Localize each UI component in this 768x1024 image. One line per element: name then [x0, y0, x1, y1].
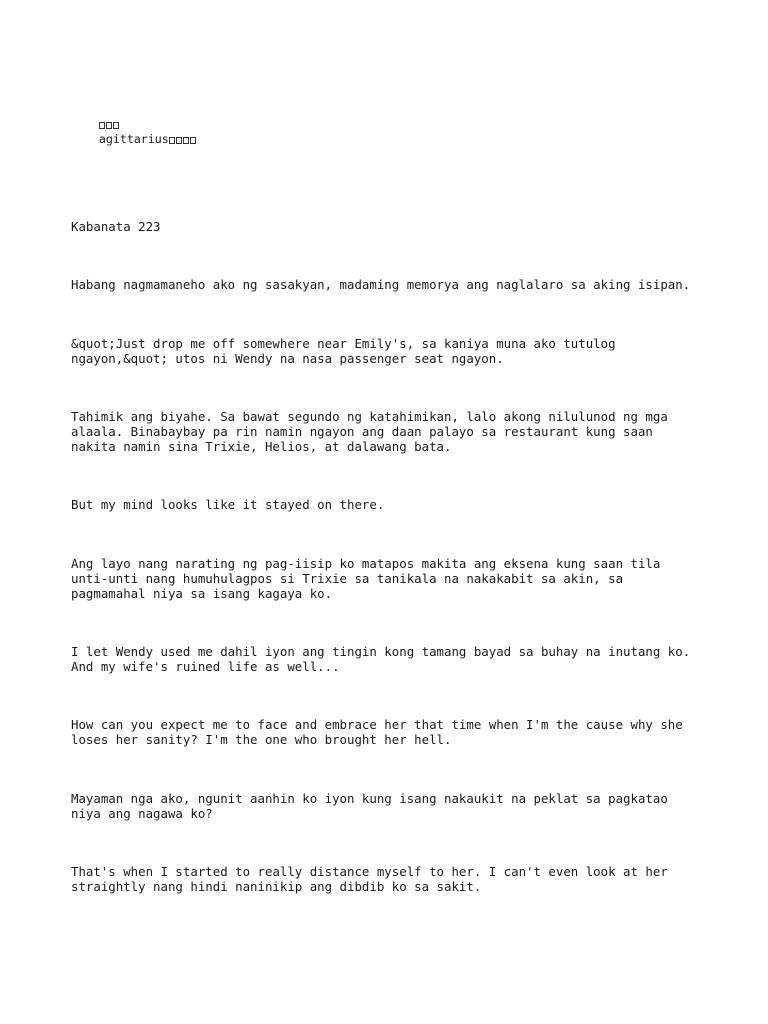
missing-glyph-icon: [169, 137, 175, 144]
paragraph: Habang nagmamaneho ako ng sasakyan, madaming memorya ang naglalaro sa aking isipan.: [71, 277, 691, 292]
missing-glyph-icon: [113, 122, 119, 129]
missing-glyph-icon: [106, 122, 112, 129]
paragraph: Ang layo nang narating ng pag-iisip ko matapos makita ang eksena kung saan tila unti-unti nang humuhulagpos si Trixie sa tanikala na nakakabit sa akin, sa pagmamahal niya sa isang kagaya ko.: [71, 556, 661, 601]
document-header: [71, 102, 721, 161]
missing-glyph-icon: [183, 137, 189, 144]
missing-glyph-icon: [176, 137, 182, 144]
header-name: agittarius: [98, 131, 169, 146]
paragraph: &quot;Just drop me off somewhere near Emily's, sa kaniya muna ako tutulog ngayon,&quot; utos ni Wendy na nasa passenger seat ngayon.: [71, 336, 616, 366]
paragraph: Mayaman nga ako, ngunit aanhin ko iyon kung isang nakaukit na peklat sa pagkatao niya ang nagawa ko?: [71, 791, 668, 821]
missing-glyph-icon: [99, 122, 105, 129]
missing-glyph-icon: [190, 137, 196, 144]
paragraph: Tahimik ang biyahe. Sa bawat segundo ng katahimikan, lalo akong nilulunod ng mga alaala. Binabaybay pa rin namin ngayon ang daan palayo sa restaurant kung saan nakita namin sina Trixie, Helios, at dalawang bata.: [71, 409, 668, 454]
paragraph: I let Wendy used me dahil iyon ang tingin kong tamang bayad sa buhay na inutang ko. And my wife's ruined life as well...: [71, 644, 691, 674]
chapter-title: Kabanata 223: [71, 219, 161, 234]
paragraph: How can you expect me to face and embrace her that time when I'm the cause why she loses her sanity? I'm the one who brought her hell.: [71, 717, 683, 747]
paragraph: But my mind looks like it stayed on there.: [71, 497, 385, 512]
paragraph: That's when I started to really distance myself to her. I can't even look at her straightly nang hindi naninikip ang dibdib ko sa sakit.: [71, 864, 668, 894]
